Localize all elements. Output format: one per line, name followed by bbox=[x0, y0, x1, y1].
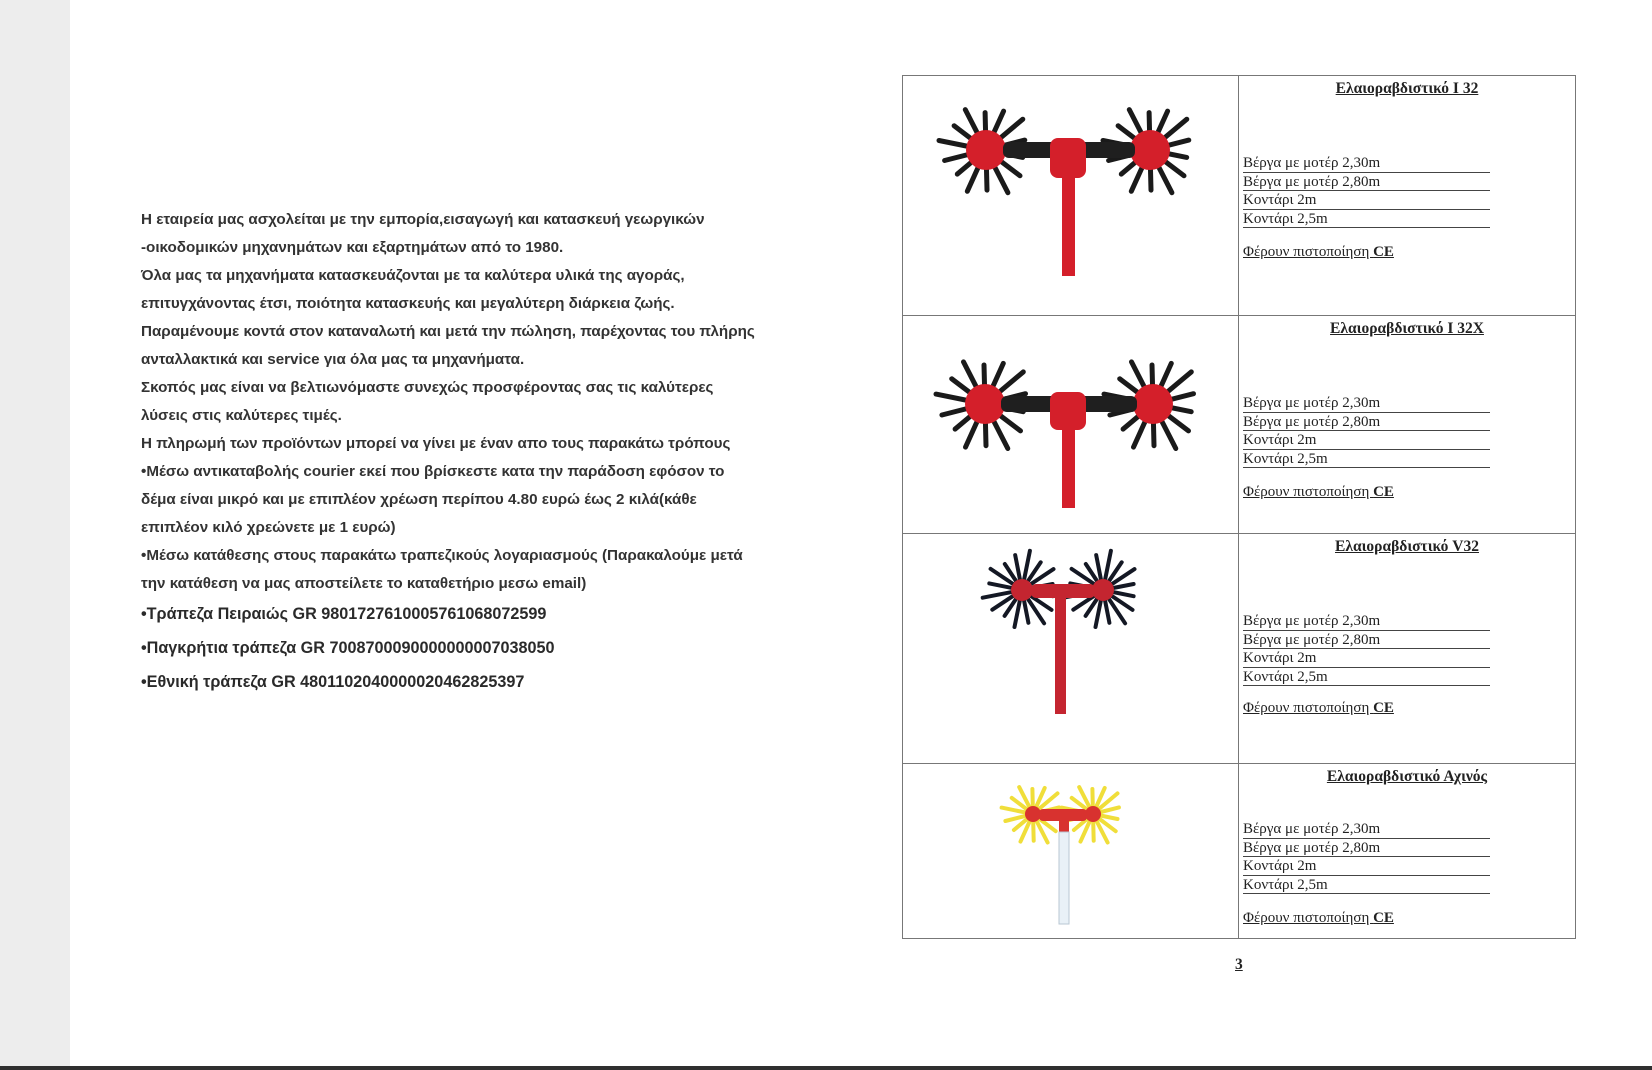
product-options bbox=[1243, 820, 1490, 894]
intro-paragraph: Παραμένουμε κοντά στον καταναλωτή και μετά την πώληση, παρέχοντας του πλήρης ανταλλακτικά και service για όλα μας τα μηχανήματα. bbox=[141, 323, 755, 368]
ce-certification: Φέρουν πιστοποίηση CE bbox=[1243, 484, 1394, 500]
olive-harvester-i32x-image bbox=[903, 316, 1238, 534]
page-number: 3 bbox=[1235, 956, 1243, 973]
bank-account-piraeus: •Τράπεζα Πειραιώς GR 9801727610005761068072599 bbox=[141, 605, 547, 623]
product-row bbox=[903, 76, 1576, 316]
option-item: Κοντάρι 2,5m bbox=[1243, 450, 1490, 469]
product-info-cell bbox=[1239, 534, 1576, 764]
option-item: Βέργα με μοτέρ 2,30m bbox=[1243, 612, 1490, 631]
option-item: Κοντάρι 2m bbox=[1243, 857, 1490, 876]
payment-bank-transfer: •Μέσω κατάθεσης στους παρακάτω τραπεζικούς λογαριασμούς (Παρακαλούμε μετά την κατάθεση να μας αποστείλετε το καταθετήριο μεσω email) bbox=[141, 547, 743, 592]
product-title: Ελαιοραβδιστικό Ι 32Χ bbox=[1330, 320, 1484, 337]
intro-paragraph: Σκοπός μας είναι να βελτιωνόμαστε συνεχώς προσφέροντας σας τις καλύτερες λύσεις στις καλύτερες τιμές. bbox=[141, 379, 714, 424]
option-item: Βέργα με μοτέρ 2,30m bbox=[1243, 154, 1490, 173]
viewer-margin bbox=[0, 0, 70, 1070]
option-item: Κοντάρι 2m bbox=[1243, 431, 1490, 450]
option-item: Κοντάρι 2,5m bbox=[1243, 668, 1490, 687]
left-page bbox=[70, 0, 826, 1066]
olive-harvester-achinos-image bbox=[903, 764, 1238, 939]
company-description bbox=[141, 206, 761, 598]
product-image-cell bbox=[903, 76, 1239, 316]
olive-harvester-i32-image bbox=[903, 76, 1238, 316]
option-item: Κοντάρι 2m bbox=[1243, 649, 1490, 668]
product-title: Ελαιοραβδιστικό Ι 32 bbox=[1335, 80, 1479, 97]
product-image-cell bbox=[903, 316, 1239, 534]
viewer-bottom-edge bbox=[0, 1066, 1652, 1070]
ce-mark: CE bbox=[1373, 700, 1394, 716]
option-item: Βέργα με μοτέρ 2,80m bbox=[1243, 631, 1490, 650]
product-options bbox=[1243, 154, 1490, 228]
product-info-cell bbox=[1239, 76, 1576, 316]
product-options bbox=[1243, 612, 1490, 686]
ce-certification: Φέρουν πιστοποίηση CE bbox=[1243, 244, 1394, 260]
option-item: Βέργα με μοτέρ 2,80m bbox=[1243, 173, 1490, 192]
product-image-cell bbox=[903, 534, 1239, 764]
ce-mark: CE bbox=[1373, 244, 1394, 260]
product-row bbox=[903, 316, 1576, 534]
product-row bbox=[903, 764, 1576, 939]
payment-cod: •Μέσω αντικαταβολής courier εκεί που βρίσκεστε κατα την παράδοση εφόσον το δέμα είναι μικρό και με επιπλέον χρέωση περίπου 4.80 ευρώ έως 2 κιλά(κάθε επιπλέον κιλό χρεώνετε με 1 ευρώ) bbox=[141, 463, 725, 536]
option-item: Βέργα με μοτέρ 2,80m bbox=[1243, 413, 1490, 432]
ce-certification: Φέρουν πιστοποίηση CE bbox=[1243, 700, 1394, 716]
olive-harvester-v32-image bbox=[903, 534, 1238, 764]
option-item: Κοντάρι 2m bbox=[1243, 191, 1490, 210]
ce-certification: Φέρουν πιστοποίηση CE bbox=[1243, 910, 1394, 926]
intro-paragraph: Η πληρωμή των προϊόντων μπορεί να γίνει με έναν απο τους παρακάτω τρόπους bbox=[141, 435, 731, 452]
option-item: Βέργα με μοτέρ 2,30m bbox=[1243, 394, 1490, 413]
ce-mark: CE bbox=[1373, 484, 1394, 500]
product-title: Ελαιοραβδιστικό Αχινός bbox=[1326, 768, 1488, 785]
option-item: Βέργα με μοτέρ 2,30m bbox=[1243, 820, 1490, 839]
product-info-cell bbox=[1239, 316, 1576, 534]
option-item: Βέργα με μοτέρ 2,80m bbox=[1243, 839, 1490, 858]
product-info-cell bbox=[1239, 764, 1576, 939]
product-image-cell bbox=[903, 764, 1239, 939]
option-item: Κοντάρι 2,5m bbox=[1243, 876, 1490, 895]
product-catalog-table bbox=[902, 75, 1576, 939]
intro-paragraph: Η εταιρεία μας ασχολείται με την εμπορία,εισαγωγή και κατασκευή γεωργικών -οικοδομικών μηχανημάτων και εξαρτημάτων από το 1980. bbox=[141, 211, 705, 256]
ce-mark: CE bbox=[1373, 910, 1394, 926]
right-page bbox=[826, 0, 1652, 1066]
intro-paragraph: Όλα μας τα μηχανήματα κατασκευάζονται με τα καλύτερα υλικά της αγοράς, επιτυγχάνοντας έτσι, ποιότητα κατασκευής και μεγαλύτερη διάρκεια ζωής. bbox=[141, 267, 685, 312]
bank-account-national: •Εθνική τράπεζα GR 4801102040000020462825397 bbox=[141, 673, 525, 691]
product-row bbox=[903, 534, 1576, 764]
option-item: Κοντάρι 2,5m bbox=[1243, 210, 1490, 229]
product-options bbox=[1243, 394, 1490, 468]
product-title: Ελαιοραβδιστικό V32 bbox=[1335, 538, 1479, 555]
bank-account-pagritia: •Παγκρήτια τράπεζα GR 7008700090000000007038050 bbox=[141, 639, 555, 657]
